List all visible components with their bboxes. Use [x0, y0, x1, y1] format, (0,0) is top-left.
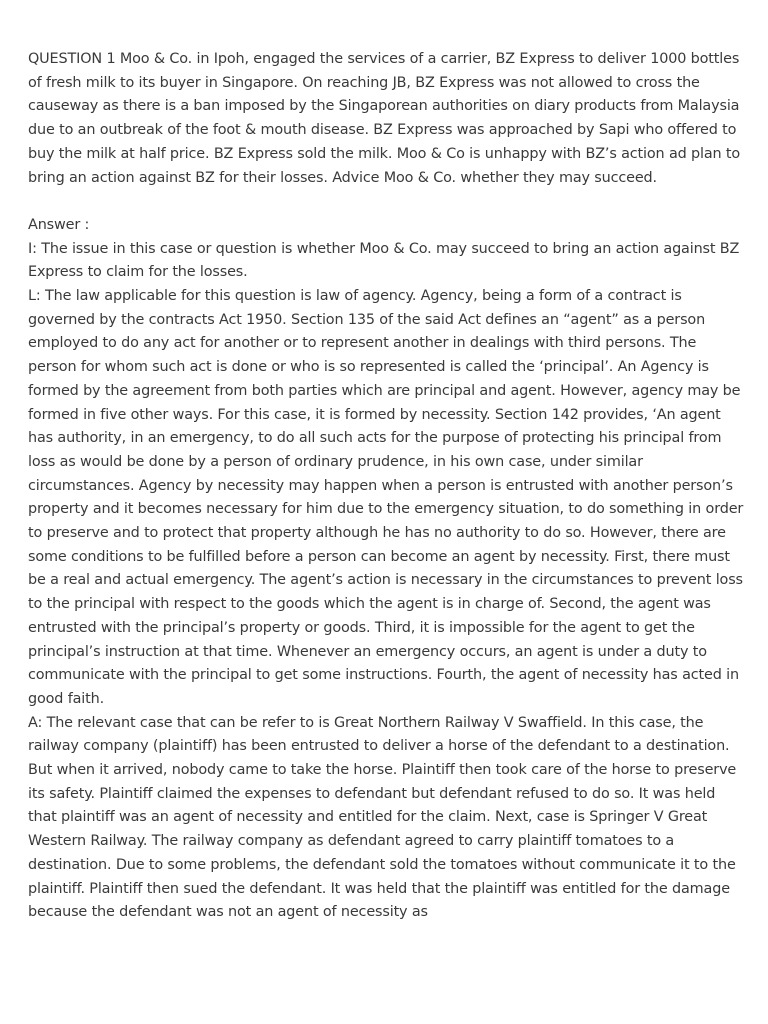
law-paragraph: L: The law applicable for this question is law of agency. Agency, being a form of a contract is governed by the contracts Act 1950. Section 135 of the said Act defines an “agent” as a person employed to do any act for another or to represent another in dealings with third persons. The person for whom such act is done or who is so represented is called the ‘principal’. An Agency is formed by the agreement from both parties which are principal and agent. However, agency may be formed in five other ways. For this case, it is formed by necessity. Section 142 provides, ‘An agent has authority, in an emergency, to do all such acts for the purpose of protecting his principal from loss as would be done by a person of ordinary prudence, in his own case, under similar circumstances. Agency by necessity may happen when a person is entrusted with another person’s property and it becomes necessary for him due to the emergency situation, to do something in order to preserve and to protect that property although he has no authority to do so. However, there are some conditions to be fulfilled before a person can become an agent by necessity. First, there must be a real and actual emergency. The agent’s action is necessary in the circumstances to prevent loss to the principal with respect to the goods which the agent is in charge of. Second, the agent was entrusted with the principal’s property or goods. Third, it is impossible for the agent to get the principal’s instruction at that time. Whenever an emergency occurs, an agent is under a duty to communicate with the principal to get some instructions. Fourth, the agent of necessity has acted in good faith. — [28, 288, 744, 707]
issue-paragraph: I: The issue in this case or question is whether Moo & Co. may succeed to bring an action against BZ Express to claim for the losses. — [28, 240, 740, 281]
question-paragraph: QUESTION 1 Moo & Co. in Ipoh, engaged the services of a carrier, BZ Express to deliver 1000 bottles of fresh milk to its buyer in Singapore. On reaching JB, BZ Express was not allowed to cross the causeway as there is a ban imposed by the Singaporean authorities on diary products from Malaysia due to an outbreak of the foot & mouth disease. BZ Express was approached by Sapi who offered to buy the milk at half price. BZ Express sold the milk. Moo & Co is unhappy with BZ’s action ad plan to bring an action against BZ for their losses. Advice Moo & Co. whether they may succeed. — [28, 51, 741, 186]
application-paragraph: A: The relevant case that can be refer to is Great Northern Railway V Swaffield. In this case, the railway company (plaintiff) has been entrusted to deliver a horse of the defendant to a destination. But when it arrived, nobody came to take the horse. Plaintiff then took care of the horse to preserve its safety. Plaintiff claimed the expenses to defendant but defendant refused to do so. It was held that plaintiff was an agent of necessity and entitled for the claim. Next, case is Springer V Great Western Railway. The railway company as defendant agreed to carry plaintiff tomatoes to a destination. Due to some problems, the defendant sold the tomatoes without communicate it to the plaintiff. Plaintiff then sued the defendant. It was held that the plaintiff was entitled for the damage because the defendant was not an agent of necessity as — [28, 714, 737, 921]
answer-heading: Answer : — [28, 216, 90, 233]
paragraph-spacer — [28, 190, 744, 214]
document-body — [28, 48, 744, 925]
